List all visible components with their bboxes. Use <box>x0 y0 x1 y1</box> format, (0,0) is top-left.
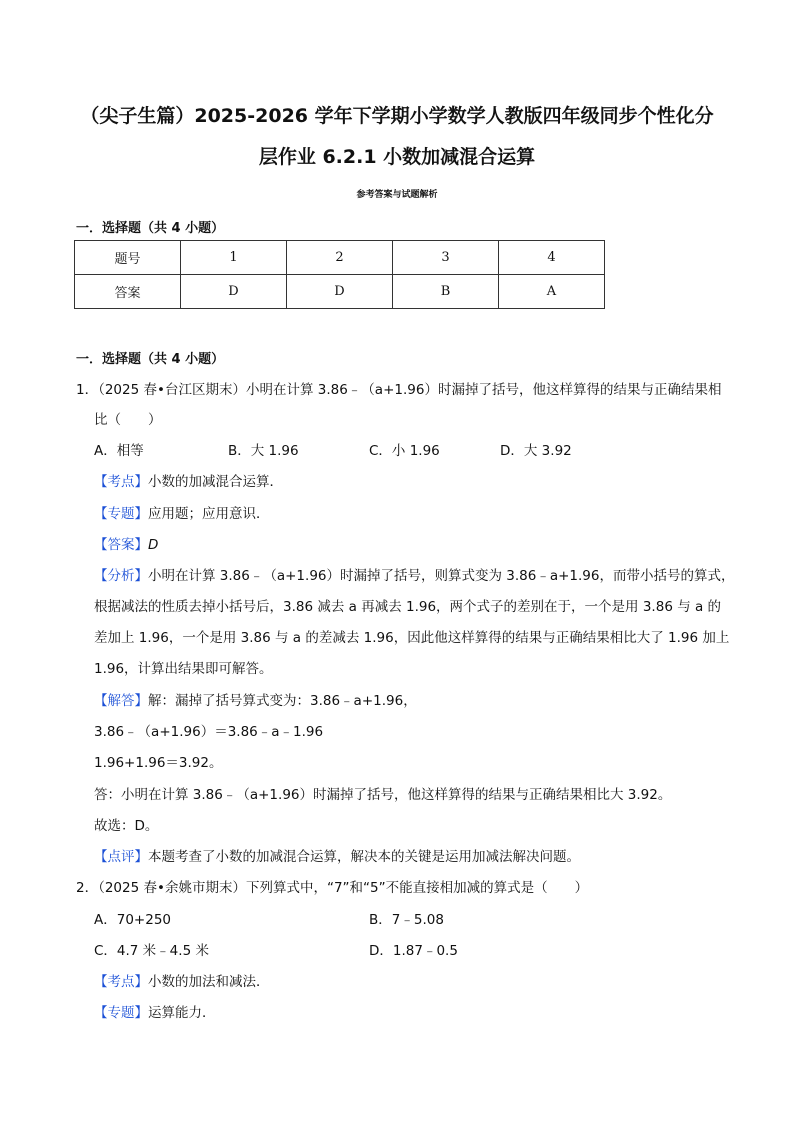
document-title-line-1: （尖子生篇）2025-2026 学年下学期小学数学人教版四年级同步个性化分 <box>80 105 714 127</box>
question-1-jieda-line-3: 1.96+1.96＝3.92。 <box>94 755 223 771</box>
question-1-jieda-line-1 <box>94 691 417 711</box>
question-1-jieda-line-5: 故选：D。 <box>94 818 159 834</box>
jieda-text: 解：漏掉了括号算式变为：3.86﹣a+1.96， <box>148 693 417 709</box>
dianping-text: 本题考查了小数的加减混合运算，解决本的关键是运用加减法解决问题。 <box>148 849 580 865</box>
fenxi-tag: 【分析】 <box>94 568 148 584</box>
zhuanti-text: 应用题；应用意识． <box>148 506 270 522</box>
table-row <box>75 241 605 275</box>
question-1-zhuanti <box>94 504 270 524</box>
question-1-fenxi-line-4: 1.96，计算出结果即可解答。 <box>94 661 273 677</box>
question-1-jieda-line-4: 答：小明在计算 3.86﹣（a+1.96）时漏掉了括号，他这样算得的结果与正确结果相比大 3.92。 <box>94 787 672 803</box>
question-2-kaodian <box>94 972 270 992</box>
section-heading-questions: 一．选择题（共 4 小题） <box>76 352 225 367</box>
table-cell: 2 <box>287 241 393 275</box>
question-2-option-d: D．1.87﹣0.5 <box>369 943 458 959</box>
section-heading-answers: 一．选择题（共 4 小题） <box>76 221 225 236</box>
question-1-jieda-line-2: 3.86﹣（a+1.96）＝3.86﹣a﹣1.96 <box>94 724 324 740</box>
question-1-fenxi-line-1 <box>94 566 734 586</box>
answer-table <box>74 240 605 309</box>
question-1-daan <box>94 535 158 555</box>
kaodian-tag: 【考点】 <box>94 474 148 490</box>
question-1-option-c: C．小 1.96 <box>369 443 440 459</box>
table-cell: D <box>287 275 393 309</box>
table-row <box>75 275 605 309</box>
kaodian-text: 小数的加法和减法． <box>148 974 270 990</box>
zhuanti-text: 运算能力． <box>148 1005 216 1021</box>
fenxi-text: 小明在计算 3.86﹣（a+1.96）时漏掉了括号，则算式变为 3.86﹣a+1.96，而带小括号的算式， <box>148 568 735 584</box>
table-cell: 3 <box>393 241 499 275</box>
table-cell: 4 <box>499 241 605 275</box>
kaodian-tag: 【考点】 <box>94 974 148 990</box>
question-1-kaodian <box>94 472 283 492</box>
table-cell: D <box>181 275 287 309</box>
question-1-option-d: D．大 3.92 <box>500 443 572 459</box>
jieda-tag: 【解答】 <box>94 693 148 709</box>
question-1-option-b: B．大 1.96 <box>228 443 299 459</box>
question-2-option-a: A．70+250 <box>94 912 171 928</box>
question-2-option-c: C．4.7 米﹣4.5 米 <box>94 943 209 959</box>
table-cell: B <box>393 275 499 309</box>
table-header-cell: 题号 <box>75 241 181 275</box>
question-1-fenxi-line-2: 根据减法的性质去掉小括号后，3.86 减去 a 再减去 1.96，两个式子的差别在于，一个是用 3.86 与 a 的 <box>94 599 722 615</box>
table-header-cell: 答案 <box>75 275 181 309</box>
question-1-dianping <box>94 847 580 867</box>
question-2-stem: 2．（2025 春•余姚市期末）下列算式中，“7”和“5”不能直接相加减的算式是（ ） <box>76 880 589 896</box>
question-1-fenxi-line-3: 差加上 1.96，一个是用 3.86 与 a 的差减去 1.96，因此他这样算得的结果与正确结果相比大了 1.96 加上 <box>94 630 730 646</box>
zhuanti-tag: 【专题】 <box>94 1005 148 1021</box>
dianping-tag: 【点评】 <box>94 849 148 865</box>
table-cell: 1 <box>181 241 287 275</box>
document-title-line-2: 层作业 6.2.1 小数加减混合运算 <box>258 146 536 168</box>
kaodian-text: 小数的加减混合运算． <box>148 474 283 490</box>
question-1-option-a: A．相等 <box>94 443 144 459</box>
zhuanti-tag: 【专题】 <box>94 506 148 522</box>
daan-tag: 【答案】 <box>94 537 148 553</box>
question-1-stem-line-2: 比（ ） <box>94 412 162 428</box>
document-subtitle: 参考答案与试题解析 <box>356 190 438 200</box>
daan-text: D <box>148 537 159 553</box>
table-cell: A <box>499 275 605 309</box>
question-1-stem-line-1: 1．（2025 春•台江区期末）小明在计算 3.86﹣（a+1.96）时漏掉了括号，他这样算得的结果与正确结果相 <box>76 382 722 398</box>
question-2-zhuanti <box>94 1003 216 1023</box>
question-2-option-b: B．7﹣5.08 <box>369 912 444 928</box>
